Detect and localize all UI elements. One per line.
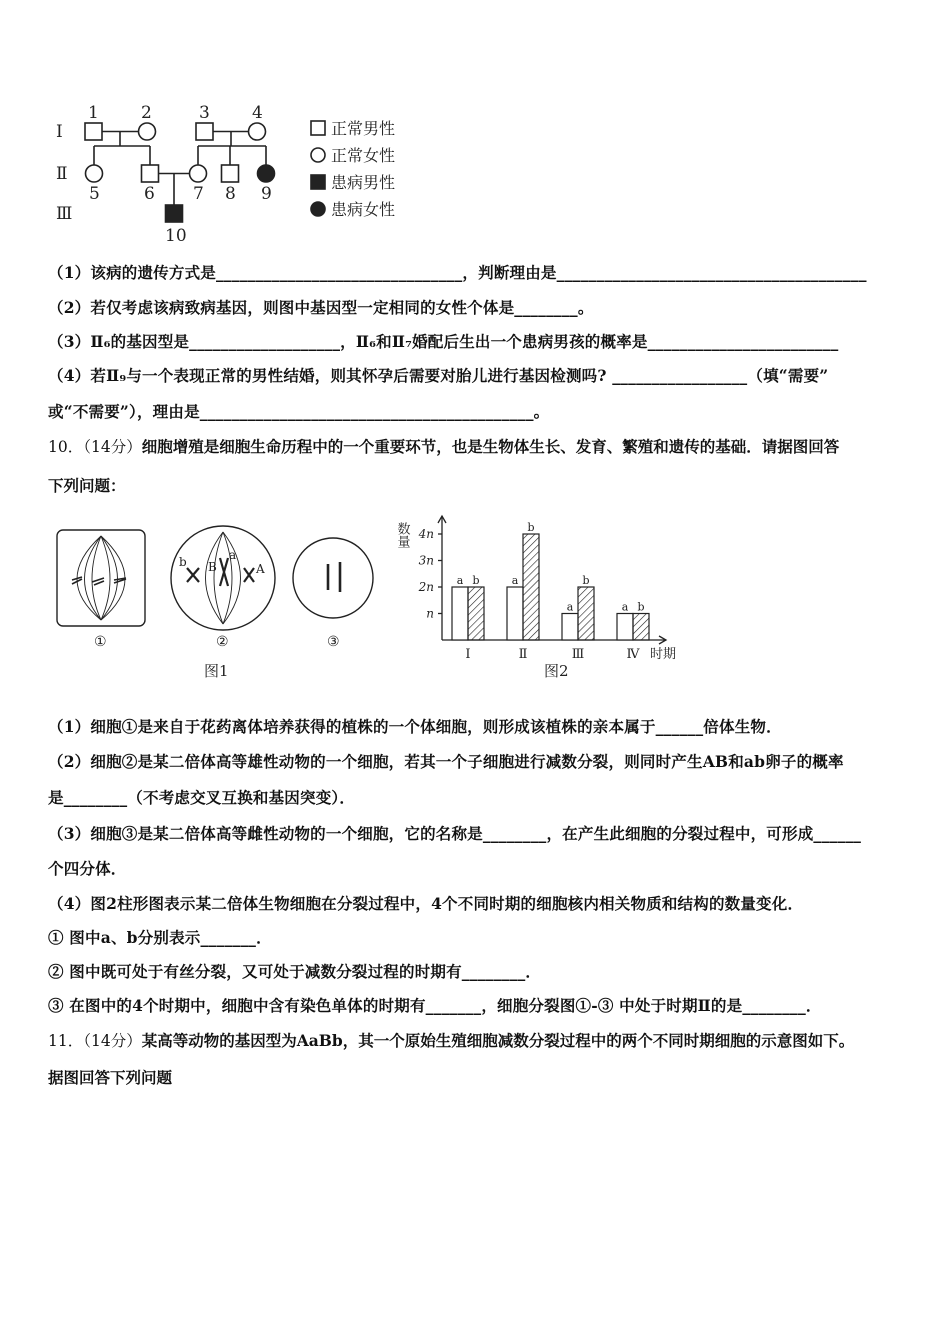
cell-3 xyxy=(293,538,373,618)
chart-bar-a xyxy=(507,587,523,640)
chart-bar-a xyxy=(452,587,468,640)
chart-bar-label: b xyxy=(527,521,535,534)
q11-intro xyxy=(48,1029,854,1051)
id-label: 9 xyxy=(261,184,272,204)
q10-sub4: （4）图2柱形图表示某二倍体生物细胞在分裂过程中，4个不同时期的细胞核内相关物质和结构的数量变化． xyxy=(48,894,804,913)
cell-2-chromosomes xyxy=(187,558,254,586)
chart-bar-label: a xyxy=(621,600,629,614)
q9-sub1: （1）该病的遗传方式是_______________________________，判断理由是_______________________________________ xyxy=(48,263,867,282)
chart-category-label: Ⅱ xyxy=(518,647,528,662)
q10-sub2: （2）细胞②是某二倍体高等雄性动物的一个细胞，若其一个子细胞进行减数分裂，则同时产生AB和ab卵子的概率 xyxy=(48,752,844,771)
chart-bar-label: a xyxy=(456,574,464,587)
cell-2-label-b: b xyxy=(179,555,187,569)
legend-affected-female: 患病女性 xyxy=(331,200,396,219)
q10-intro xyxy=(48,435,839,457)
q11-number: 11．（14分） xyxy=(48,1032,142,1050)
cell-1 xyxy=(57,530,145,626)
q10-sub3-cont: 个四分体． xyxy=(48,859,127,878)
individual-6 xyxy=(142,165,159,182)
chart-bar-label: a xyxy=(511,574,519,587)
individual-3 xyxy=(196,123,213,140)
q10-sub1: （1）细胞①是来自于花药离体培养获得的植株的一个体细胞，则形成该植株的亲本属于______倍体生物． xyxy=(48,717,782,736)
chart-bar-label: b xyxy=(472,574,480,587)
q10-sub4-1: ① 图中a、b分别表示_______． xyxy=(48,928,272,947)
legend-normal-female-icon xyxy=(311,148,325,162)
chart-category-label: Ⅲ xyxy=(571,647,585,662)
legend-affected-female-icon xyxy=(311,202,325,216)
legend-affected-male: 患病男性 xyxy=(331,173,396,192)
figure-1 xyxy=(48,524,388,684)
individual-5 xyxy=(86,165,103,182)
individual-10 xyxy=(166,205,183,222)
cell-1-number: ① xyxy=(94,634,107,650)
cell-2-label-A: A xyxy=(256,562,265,576)
chart-bar-b xyxy=(578,587,594,640)
chart-xlabel: 时期 xyxy=(650,647,677,662)
chart-bar-label: b xyxy=(582,574,590,587)
chart-bar-a xyxy=(617,614,633,641)
gen-label-1: Ⅰ xyxy=(56,122,63,142)
pedigree-figure xyxy=(48,96,428,246)
individual-2 xyxy=(139,123,156,140)
id-label: 5 xyxy=(89,184,100,204)
chart-category-label: Ⅳ xyxy=(626,647,640,662)
chart-bar-label: a xyxy=(566,600,574,614)
cell-3-number: ③ xyxy=(327,634,340,650)
cell-2-label-B: B xyxy=(208,560,217,574)
cell-3-chromosomes xyxy=(328,562,340,592)
id-label: 2 xyxy=(141,103,152,123)
id-label: 6 xyxy=(144,184,155,204)
individual-9 xyxy=(258,165,275,182)
chart-bar-b xyxy=(633,614,649,641)
id-label: 3 xyxy=(199,103,210,123)
id-label: 7 xyxy=(193,184,204,204)
cell-2-number: ② xyxy=(216,634,229,650)
gen-label-2: Ⅱ xyxy=(56,164,68,184)
legend-normal-male: 正常男性 xyxy=(331,119,396,138)
figure-2-caption: 图2 xyxy=(544,662,569,680)
chart-bar-b xyxy=(468,587,484,640)
cell-2-label-a: a xyxy=(229,548,237,562)
figure-1-caption: 图1 xyxy=(204,662,229,680)
chart-category-label: Ⅰ xyxy=(465,647,471,662)
chart-ylabel: 数量 xyxy=(394,522,410,548)
q9-sub4: （4）若Ⅱ₉与一个表现正常的男性结婚，则其怀孕后需要对胎儿进行基因检测吗? _________________（填“需要” xyxy=(48,366,829,385)
q10-sub2-cont: 是________（不考虑交叉互换和基因突变）． xyxy=(48,788,356,807)
id-label: 8 xyxy=(225,184,236,204)
q10-sub4-3: ③ 在图中的4个时期中，细胞中含有染色单体的时期有_______，细胞分裂图①-③ 中处于时期Ⅱ的是________． xyxy=(48,996,822,1015)
gen-label-3: Ⅲ xyxy=(56,204,73,224)
legend-normal-female: 正常女性 xyxy=(331,146,396,165)
q9-sub3: （3）Ⅱ₆的基因型是___________________，Ⅱ₆和Ⅱ₇婚配后生出一个患病男孩的概率是________________________ xyxy=(48,332,839,351)
id-label: 4 xyxy=(252,103,263,123)
individual-4 xyxy=(249,123,266,140)
chart-y-tick-label: 4n xyxy=(418,527,434,541)
individual-7 xyxy=(190,165,207,182)
q10-sub4-2: ② 图中既可处于有丝分裂，又可处于减数分裂过程的时期有________． xyxy=(48,962,542,981)
q9-sub2: （2）若仅考虑该病致病基因，则图中基因型一定相同的女性个体是________。 xyxy=(48,298,594,317)
chart-bar-label: b xyxy=(637,600,645,614)
q10-number: 10．（14分） xyxy=(48,438,142,456)
q11-intro-text: 某高等动物的基因型为AaBb，其一个原始生殖细胞减数分裂过程中的两个不同时期细胞的示意图如下。 xyxy=(141,1031,855,1050)
figure-2-chart xyxy=(394,508,688,684)
q11-intro-cont: 据图回答下列问题 xyxy=(48,1068,173,1087)
individual-1 xyxy=(85,123,102,140)
chart-y-tick-label: 2n xyxy=(418,580,434,594)
q10-intro-cont: 下列问题： xyxy=(48,476,126,495)
id-label: 1 xyxy=(88,103,99,123)
legend-normal-male-icon xyxy=(311,121,325,135)
q9-sub4-cont: 或“不需要”），理由是__________________________________________。 xyxy=(48,402,550,421)
chart-y-tick-label: 3n xyxy=(418,553,434,568)
q10-sub3: （3）细胞③是某二倍体高等雌性动物的一个细胞，它的名称是________，在产生此细胞的分裂过程中，可形成______ xyxy=(48,824,862,843)
id-label: 10 xyxy=(165,226,187,246)
q10-intro-text: 细胞增殖是细胞生命历程中的一个重要环节，也是生物体生长、发育、繁殖和遗传的基础．请据图回答 xyxy=(141,437,840,456)
chart-y-tick-label: n xyxy=(426,606,434,621)
individual-8 xyxy=(222,165,239,182)
legend-affected-male-icon xyxy=(311,175,325,189)
chart-bar-a xyxy=(562,614,578,641)
chart-bar-b xyxy=(523,534,539,640)
cell-1-spindle xyxy=(77,536,125,620)
